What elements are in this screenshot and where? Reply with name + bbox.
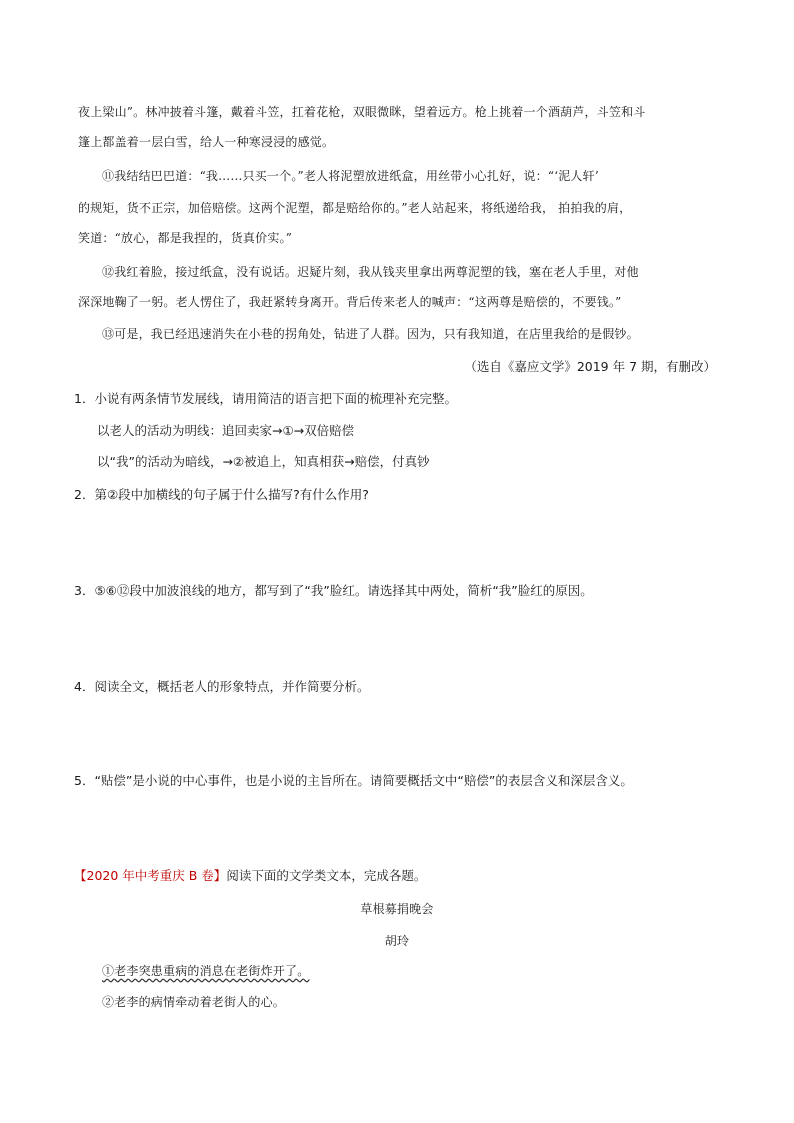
exam-source-tag: 【2020 年中考重庆 B 卷】 (74, 868, 227, 883)
question-1-line-1: 以老人的活动为明线：追回卖家→①→双倍赔偿 (97, 423, 355, 438)
story-paragraph-line: 深深地鞠了一躬。老人愣住了，我赶紧转身离开。背后传来老人的喊声：“这两尊是赔偿的，不要钱。” (78, 295, 622, 309)
wavy-underlined-text: ①老李突患重病的消息在老街炸开了。 (102, 964, 310, 978)
story-paragraph-line: 的规矩，货不正宗，加倍赔偿。这两个泥塑，都是赔给你的。”老人站起来，将纸递给我， 拍拍我的肩， (78, 201, 632, 215)
question-5: 5．“贴偿”是小说的中心事件，也是小说的主旨所在。请简要概括文中“赔偿”的表层含义和深层含义。 (74, 773, 633, 788)
section-header (74, 866, 426, 884)
story-paragraph-12: ⑫我红着脸，接过纸盒，没有说话。迟疑片刻，我从钱夹里拿出两尊泥塑的钱，塞在老人手里，对他 (102, 265, 639, 279)
article-author: 胡玲 (384, 934, 410, 948)
story-paragraph-line: 笑道：“放心，都是我捏的，货真价实。” (78, 231, 293, 245)
question-4: 4．阅读全文，概括老人的形象特点，并作简要分析。 (74, 679, 370, 694)
story-paragraph-13: ⑬可是，我已经迅速消失在小巷的拐角处，钻进了人群。因为，只有我知道，在店里我给的是假钞。 (102, 327, 639, 341)
section-instruction: 阅读下面的文学类文本，完成各题。 (226, 868, 427, 883)
story-paragraph-line: 夜上梁山”。林冲披着斗篷，戴着斗笠，扛着花枪，双眼微眯，望着远方。枪上挑着一个酒葫芦，斗笠和斗 (78, 105, 646, 119)
source-citation: （选自《嘉应文学》2019 年 7 期，有删改） (464, 359, 716, 374)
question-2: 2．第②段中加横线的句子属于什么描写?有什么作用? (74, 487, 369, 502)
question-1-line-2: 以“我”的活动为暗线，→②被追上，知真相获→赔偿，付真钞 (97, 454, 430, 469)
question-1: 1．小说有两条情节发展线，请用简洁的语言把下面的梳理补充完整。 (74, 391, 457, 406)
article-paragraph-2: ②老李的病情牵动着老街人的心。 (102, 995, 286, 1009)
article-title: 草根募捐晚会 (360, 902, 434, 916)
question-3: 3．⑤⑥⑫段中加波浪线的地方，都写到了“我”脸红。请选择其中两处，简析“我”脸红的原因。 (74, 583, 593, 598)
article-paragraph-1 (102, 962, 309, 979)
story-paragraph-line: 篷上都盖着一层白雪，给人一种寒浸浸的感觉。 (78, 135, 335, 149)
story-paragraph-11: ⑪我结结巴巴道：“我……只买一个。”老人将泥塑放进纸盒，用丝带小心扎好，说：“‘泥人轩’ (102, 169, 599, 183)
